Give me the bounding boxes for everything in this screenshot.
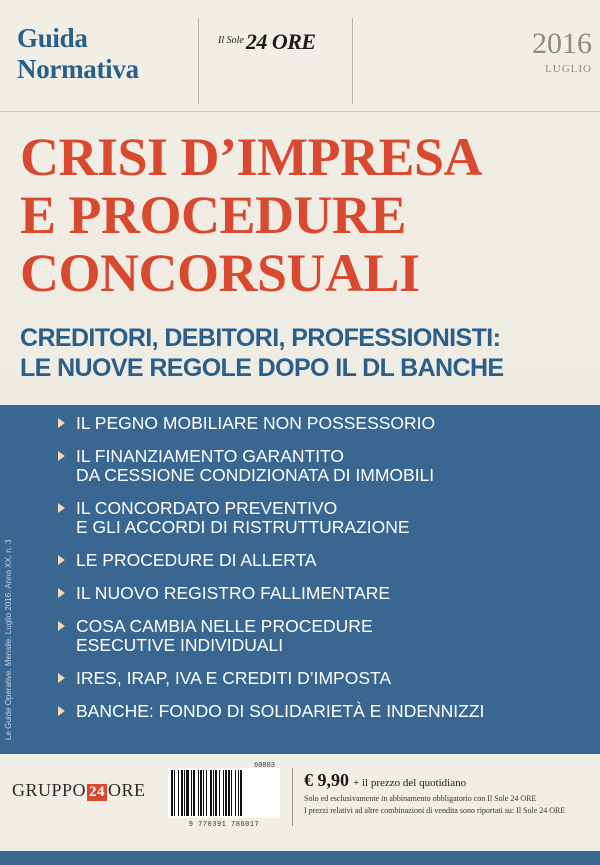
- footer-divider: [292, 768, 293, 826]
- topic-item: [58, 669, 593, 688]
- sale-note-1: Solo ed esclusivamente in abbinamento obbligatorio con Il Sole 24 ORE: [304, 794, 537, 803]
- bottom-bar: [0, 851, 600, 865]
- title-line-2: E PROCEDURE: [20, 185, 407, 245]
- issue-code: 60003: [254, 762, 276, 770]
- header-rule: [0, 111, 600, 112]
- issue-info-vertical: Le Guide Operative. Mensile. Luglio 2016. Anno XX, n. 3: [4, 539, 13, 740]
- topic-item: [58, 584, 593, 603]
- cover-header: [0, 0, 600, 112]
- barcode-digits: 9 770391 786017: [188, 821, 260, 829]
- topic-line: BANCHE: FONDO DI SOLIDARIETÀ E INDENNIZZI: [76, 701, 485, 721]
- topic-item: [58, 702, 593, 721]
- topic-line: E GLI ACCORDI DI RISTRUTTURAZIONE: [76, 517, 410, 537]
- topic-item: [58, 551, 593, 570]
- series-line-1: Guida: [17, 23, 88, 53]
- triangle-bullet-icon: [58, 451, 65, 461]
- triangle-bullet-icon: [58, 418, 65, 428]
- price: € 9,90: [304, 770, 349, 790]
- title-line-3: CONCORSUALI: [20, 243, 420, 303]
- header-divider: [198, 18, 199, 104]
- sale-note-2: I prezzi relativi ad altre combinazioni di vendita sono riportati su: Il Sole 24 ORE: [304, 806, 566, 815]
- topics-list: [58, 414, 593, 735]
- topic-item: [58, 499, 593, 537]
- title-line-1: CRISI D’IMPRESA: [20, 127, 483, 187]
- price-suffix: + il prezzo del quotidiano: [353, 777, 467, 789]
- topic-line: COSA CAMBIA NELLE PROCEDURE: [76, 616, 373, 636]
- cover-subtitle: [20, 323, 504, 383]
- group-logo-right: ORE: [108, 780, 146, 800]
- topic-item: [58, 414, 593, 433]
- triangle-bullet-icon: [58, 503, 65, 513]
- topic-line: IRES, IRAP, IVA E CREDITI D’IMPOSTA: [76, 668, 392, 688]
- triangle-bullet-icon: [58, 588, 65, 598]
- subtitle-line-2: LE NUOVE REGOLE DOPO IL DL BANCHE: [20, 354, 504, 382]
- triangle-bullet-icon: [58, 621, 65, 631]
- series-name: [17, 23, 139, 85]
- group-logo-left: GRUPPO: [12, 780, 87, 800]
- price-line: [304, 770, 466, 791]
- group-logo: [12, 780, 146, 801]
- barcode-icon: [168, 768, 280, 818]
- topic-line: IL NUOVO REGISTRO FALLIMENTARE: [76, 583, 391, 603]
- cover-title: [20, 128, 482, 302]
- series-line-2: Normativa: [17, 54, 139, 84]
- publisher-prefix: Il Sole: [218, 35, 244, 46]
- triangle-bullet-icon: [58, 555, 65, 565]
- subtitle-line-1: CREDITORI, DEBITORI, PROFESSIONISTI:: [20, 324, 501, 352]
- topic-item: [58, 447, 593, 485]
- triangle-bullet-icon: [58, 706, 65, 716]
- triangle-bullet-icon: [58, 673, 65, 683]
- topic-line: IL FINANZIAMENTO GARANTITO: [76, 446, 345, 466]
- topic-line: ESECUTIVE INDIVIDUALI: [76, 635, 284, 655]
- issue-month: LUGLIO: [545, 63, 592, 75]
- topic-line: IL PEGNO MOBILIARE NON POSSESSORIO: [76, 413, 436, 433]
- topic-line: LE PROCEDURE DI ALLERTA: [76, 550, 317, 570]
- topic-item: [58, 617, 593, 655]
- topic-line: DA CESSIONE CONDIZIONATA DI IMMOBILI: [76, 465, 435, 485]
- group-logo-number: 24: [89, 784, 106, 800]
- topic-line: IL CONCORDATO PREVENTIVO: [76, 498, 338, 518]
- cover-footer: [0, 754, 600, 865]
- publisher-logo: [218, 29, 316, 55]
- issue-year: 2016: [532, 27, 592, 60]
- publisher-name: 24 ORE: [245, 29, 316, 54]
- header-divider: [352, 18, 353, 104]
